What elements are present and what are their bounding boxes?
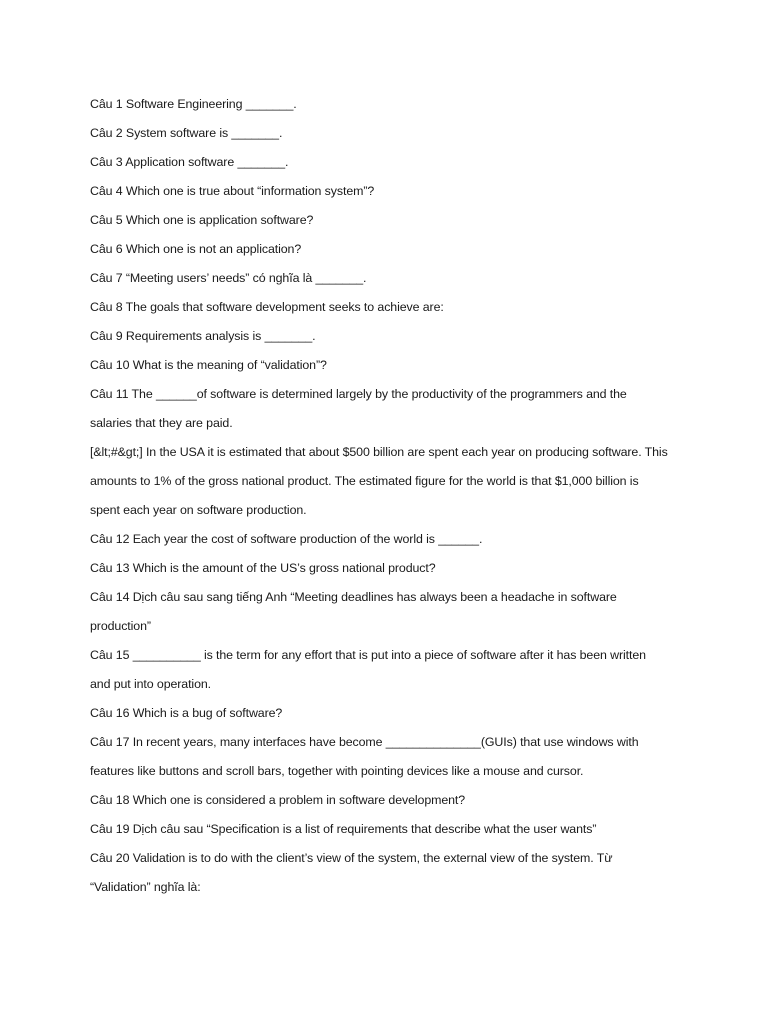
question-3: Câu 3 Application software _______.	[90, 155, 289, 169]
question-19: Câu 19 Dịch câu sau “Specification is a list of requirements that describe what the user wants”	[90, 822, 597, 836]
question-13: Câu 13 Which is the amount of the US’s gross national product?	[90, 561, 436, 575]
question-17-continued: features like buttons and scroll bars, together with pointing devices like a mouse and cursor.	[90, 764, 584, 778]
question-18: Câu 18 Which one is considered a problem in software development?	[90, 793, 466, 807]
question-20: Câu 20 Validation is to do with the client’s view of the system, the external view of the system. Từ	[90, 851, 613, 865]
passage-line: spent each year on software production.	[90, 503, 307, 517]
passage-line: amounts to 1% of the gross national product. The estimated figure for the world is that $1,000 billion is	[90, 474, 639, 488]
question-16: Câu 16 Which is a bug of software?	[90, 706, 283, 720]
question-15: Câu 15 __________ is the term for any effort that is put into a piece of software after it has been written	[90, 648, 646, 662]
document-body	[90, 90, 690, 902]
question-10: Câu 10 What is the meaning of “validation”?	[90, 358, 327, 372]
question-20-continued: “Validation” nghĩa là:	[90, 880, 201, 894]
question-7: Câu 7 “Meeting users’ needs” có nghĩa là _______.	[90, 271, 367, 285]
passage-line: [&lt;#&gt;] In the USA it is estimated that about $500 billion are spent each year on producing software. This	[90, 445, 668, 459]
question-15-continued: and put into operation.	[90, 677, 212, 691]
question-14: Câu 14 Dịch câu sau sang tiếng Anh “Meeting deadlines has always been a headache in software	[90, 590, 617, 604]
question-17: Câu 17 In recent years, many interfaces have become ______________(GUIs) that use windows with	[90, 735, 639, 749]
question-9: Câu 9 Requirements analysis is _______.	[90, 329, 316, 343]
question-5: Câu 5 Which one is application software?	[90, 213, 314, 227]
question-14-continued: production”	[90, 619, 151, 633]
question-1: Câu 1 Software Engineering _______.	[90, 97, 297, 111]
question-8: Câu 8 The goals that software development seeks to achieve are:	[90, 300, 444, 314]
question-4: Câu 4 Which one is true about “information system”?	[90, 184, 375, 198]
question-6: Câu 6 Which one is not an application?	[90, 242, 302, 256]
question-12: Câu 12 Each year the cost of software production of the world is ______.	[90, 532, 483, 546]
question-11: Câu 11 The ______of software is determined largely by the productivity of the programmers and the	[90, 387, 627, 401]
question-2: Câu 2 System software is _______.	[90, 126, 283, 140]
question-11-continued: salaries that they are paid.	[90, 416, 233, 430]
